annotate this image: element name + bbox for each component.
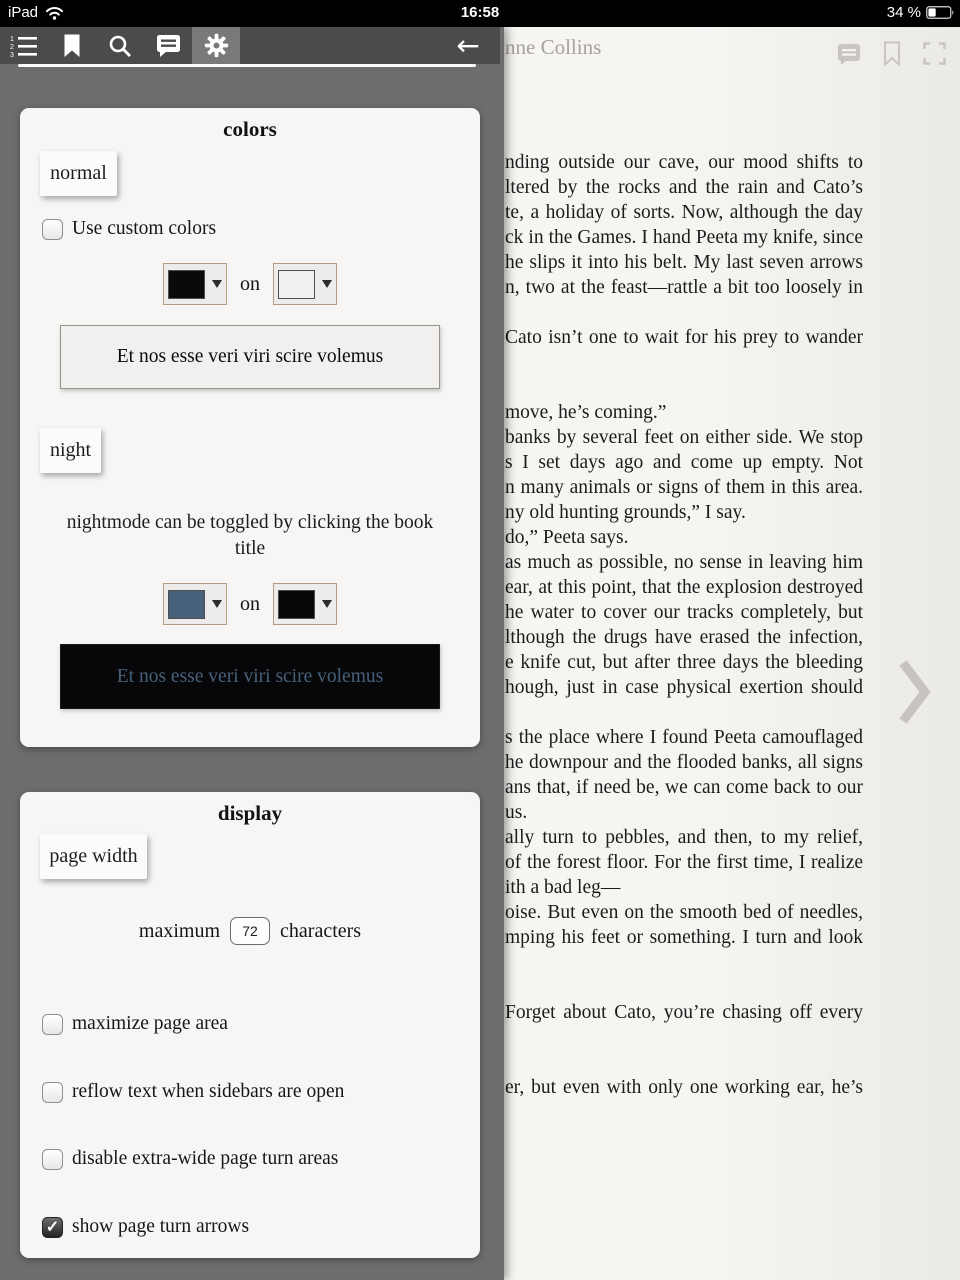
- book-text-line: as much as possible, no sense in leaving him: [505, 552, 863, 573]
- book-text-line: us.: [505, 802, 528, 823]
- night-background-dropdown[interactable]: [273, 583, 337, 625]
- book-text-line: s I set days ago and come up empty. Not: [505, 452, 863, 473]
- book-text-line: e knife cut, but after three days the bleeding: [505, 652, 863, 673]
- book-text-line: he water to cover our tracks completely, but: [505, 602, 863, 623]
- book-text-line: er, but even with only one working ear, he’s: [505, 1077, 863, 1098]
- book-text-line: oise. But even on the smooth bed of needles,: [505, 902, 863, 923]
- clock: 16:58: [460, 4, 500, 21]
- page-header-icons: [837, 41, 946, 66]
- book-text-line: ear, at this point, that the explosion destroyed: [505, 577, 863, 598]
- night-background-swatch: [278, 590, 315, 619]
- search-icon[interactable]: [96, 27, 144, 64]
- bookmarks-icon[interactable]: [48, 27, 96, 64]
- use-custom-colors-checkbox[interactable]: [42, 219, 63, 240]
- book-text-line: n many animals or signs of them in this area.: [505, 477, 863, 498]
- night-color-pickers: [20, 583, 480, 625]
- book-text-line: n, two at the feast—rattle a bit too loosely in: [505, 277, 863, 298]
- use-custom-colors-row[interactable]: [42, 218, 216, 240]
- book-text-line: he slips it into his belt. My last seven arrows: [505, 252, 863, 273]
- book-text-line: s the place where I found Peeta camouflaged: [505, 727, 863, 748]
- book-text-line: ltered by the rocks and the rain and Cato’s: [505, 177, 863, 198]
- display-option-row[interactable]: [42, 1081, 344, 1103]
- characters-label: characters: [280, 919, 362, 942]
- svg-text:2: 2: [10, 43, 14, 51]
- display-option-row[interactable]: [42, 1148, 338, 1170]
- on-label: on: [240, 272, 260, 295]
- normal-colors-button[interactable]: normal: [40, 151, 117, 196]
- toc-icon[interactable]: [0, 27, 48, 64]
- display-option-checkbox[interactable]: [42, 1014, 63, 1035]
- display-panel: [20, 792, 480, 1258]
- display-panel-title: display: [217, 801, 283, 825]
- book-text-line: move, he’s coming.”: [505, 402, 667, 423]
- status-bar: [0, 0, 960, 27]
- annotations-icon[interactable]: [837, 42, 861, 66]
- book-text-line: ally turn to pebbles, and then, to my relief,: [505, 827, 863, 848]
- dropdown-arrow-icon: [212, 280, 222, 288]
- book-text-line: hough, just in case physical exertion should: [505, 677, 863, 698]
- display-option-row[interactable]: [42, 1216, 249, 1238]
- carrier-label: iPad: [8, 4, 39, 21]
- night-foreground-dropdown[interactable]: [163, 583, 227, 625]
- book-text-line: banks by several feet on either side. We stop: [505, 427, 863, 448]
- book-text-line: ith a bad leg—: [505, 877, 621, 898]
- max-characters-row: [20, 917, 480, 945]
- display-option-checkbox[interactable]: [42, 1149, 63, 1170]
- book-text-line: lthough the drugs have erased the infection,: [505, 627, 863, 648]
- display-option-label: reflow text when sidebars are open: [72, 1081, 345, 1102]
- display-option-checkbox[interactable]: [42, 1217, 63, 1238]
- bookmark-outline-icon[interactable]: [883, 41, 901, 66]
- book-text-line: ck in the Games. I hand Peeta my knife, since: [505, 227, 863, 248]
- book-text-line: Forget about Cato, you’re chasing off every: [505, 1002, 863, 1023]
- reader-toolbar: [0, 27, 500, 64]
- maximum-label: maximum: [138, 919, 221, 942]
- svg-text:3: 3: [10, 51, 14, 58]
- use-custom-colors-label: Use custom colors: [72, 218, 217, 239]
- display-option-checkbox[interactable]: [42, 1082, 63, 1103]
- book-text-line: nding outside our cave, our mood shifts to: [505, 152, 863, 173]
- fullscreen-icon[interactable]: [923, 42, 946, 65]
- night-foreground-swatch: [168, 590, 205, 619]
- display-option-label: disable extra-wide page turn areas: [72, 1148, 339, 1169]
- settings-sidebar: [0, 27, 504, 1280]
- back-arrow-button[interactable]: ←: [456, 29, 480, 62]
- nightmode-hint: nightmode can be toggled by clicking the book title: [66, 512, 434, 559]
- book-text-line: ans that, if need be, we can come back to our: [505, 777, 863, 798]
- book-author-fragment[interactable]: nne Collins: [505, 35, 602, 59]
- display-option-row[interactable]: [42, 1013, 228, 1035]
- book-text-line: do,” Peeta says.: [505, 527, 629, 548]
- on-label: on: [240, 592, 260, 615]
- book-text-line: he downpour and the flooded banks, all signs: [505, 752, 863, 773]
- normal-color-pickers: [20, 263, 480, 305]
- night-colors-button[interactable]: night: [40, 428, 101, 473]
- colors-panel-title: colors: [223, 117, 277, 141]
- battery-icon: [926, 6, 954, 19]
- page-width-button[interactable]: page width: [40, 834, 147, 879]
- normal-background-dropdown[interactable]: [273, 263, 337, 305]
- battery-percent-label: 34 %: [886, 4, 921, 21]
- normal-foreground-dropdown[interactable]: [163, 263, 227, 305]
- colors-panel: [20, 108, 480, 747]
- max-characters-input[interactable]: 72: [230, 917, 270, 945]
- settings-gear-icon[interactable]: [192, 27, 240, 64]
- book-text-line: Cato isn’t one to wait for his prey to wander: [505, 327, 863, 348]
- dropdown-arrow-icon: [322, 280, 332, 288]
- panel-top-divider: [18, 64, 476, 67]
- normal-colors-preview: Et nos esse veri viri scire volemus: [60, 325, 440, 389]
- normal-foreground-swatch: [168, 270, 205, 299]
- night-colors-preview: Et nos esse veri viri scire volemus: [60, 644, 440, 709]
- page-turn-arrow[interactable]: [898, 657, 932, 727]
- book-text-line: te, a holiday of sorts. Now, although the day: [505, 202, 863, 223]
- book-text-line: mping his feet or something. I turn and look: [505, 927, 863, 948]
- book-text-line: ny old hunting grounds,” I say.: [505, 502, 746, 523]
- display-option-label: show page turn arrows: [72, 1216, 250, 1237]
- normal-background-swatch: [278, 270, 315, 299]
- svg-text:1: 1: [10, 35, 14, 43]
- annotations-toolbar-icon[interactable]: [144, 27, 192, 64]
- display-option-label: maximize page area: [72, 1013, 228, 1034]
- dropdown-arrow-icon: [212, 600, 222, 608]
- book-text-line: of the forest floor. For the first time, I realize: [505, 852, 863, 873]
- dropdown-arrow-icon: [322, 600, 332, 608]
